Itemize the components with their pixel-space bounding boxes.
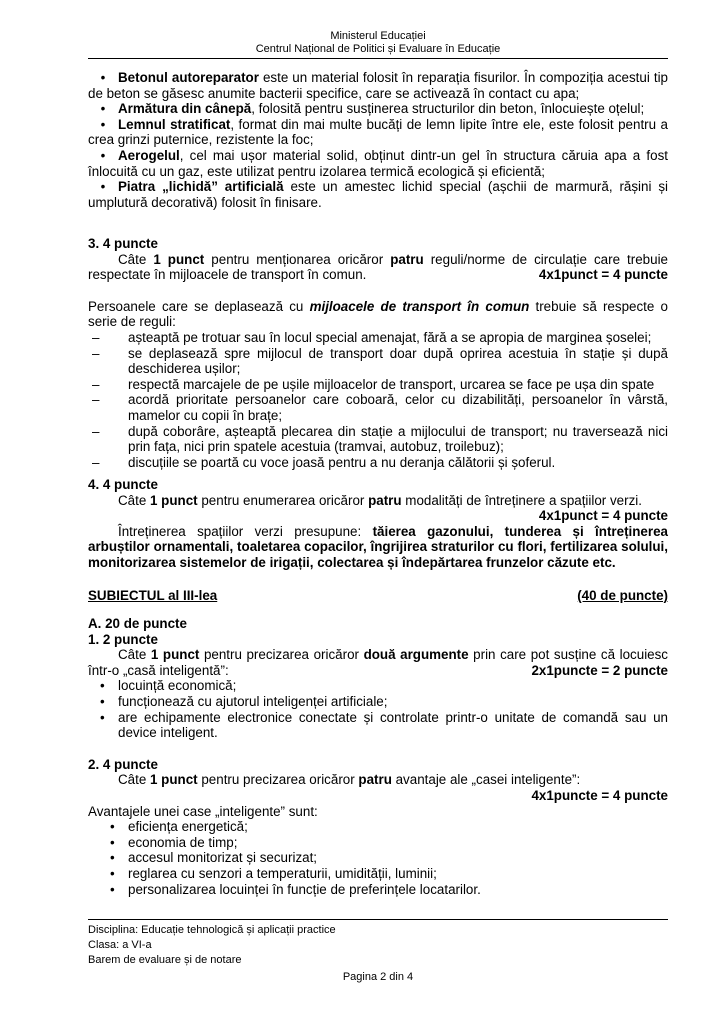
bullet-icon: • bbox=[110, 881, 115, 897]
rule-item bbox=[88, 346, 668, 377]
q4-intro-a: Câte bbox=[118, 492, 151, 508]
part-a bbox=[88, 616, 668, 897]
material-item bbox=[88, 179, 668, 210]
q3-intro-e: reguli/norme de circulație care trebuie respectate în mijloacele de transport în comun. bbox=[88, 251, 668, 283]
bullet-icon: • bbox=[100, 116, 106, 132]
argument-item bbox=[88, 710, 668, 741]
advantage-item bbox=[88, 819, 668, 835]
a-q1-a: Câte bbox=[118, 647, 151, 663]
advantage-item bbox=[88, 882, 668, 898]
page-footer bbox=[88, 923, 668, 968]
argument-item bbox=[88, 694, 668, 710]
q3-score: 4x1punct = 4 puncte bbox=[538, 267, 668, 282]
a-q2-e: avantaje ale „casei inteligente”: bbox=[391, 772, 581, 788]
question-3 bbox=[88, 236, 668, 470]
dash-icon: – bbox=[92, 392, 100, 408]
rule-item bbox=[88, 392, 668, 423]
footer-doc: Barem de evaluare și de notare bbox=[88, 954, 242, 966]
q4-intro-b: 1 punct bbox=[150, 492, 198, 508]
dash-icon: – bbox=[92, 345, 100, 361]
question-4 bbox=[88, 477, 668, 571]
q4-intro-c: pentru enumerarea oricăror bbox=[197, 492, 369, 508]
rule-text: discuțiile se poartă cu voce joasă pentru a nu deranja călătorii și șoferul. bbox=[128, 454, 556, 470]
bullet-icon: • bbox=[100, 693, 105, 709]
q4-score: 4x1punct = 4 puncte bbox=[538, 508, 668, 524]
advantage-text: economia de timp; bbox=[128, 834, 238, 850]
bullet-icon: • bbox=[100, 678, 105, 694]
rule-item bbox=[88, 377, 668, 393]
subject-3-heading bbox=[88, 588, 668, 604]
footer-discipline: Disciplina: Educație tehnologică și aplicații practice bbox=[88, 924, 336, 936]
q4-body-b: tăierea gazonului, tunderea și întreținerea arbuștilor ornamentali, toaletarea copacilor, îngrijirea straturilor cu flori, fertilizarea solului, monitorizarea sistemelor de irigații, colectarea și îndepărtarea frunzelor căzute etc. bbox=[88, 523, 668, 570]
rule-item bbox=[88, 455, 668, 471]
material-term: Lemnul stratificat bbox=[118, 116, 231, 132]
argument-item bbox=[88, 678, 668, 694]
material-term: Piatra „lichidă” artificială bbox=[118, 179, 284, 195]
q3-lead-b: mijloacele de transport în comun bbox=[309, 298, 530, 314]
rule-text: așteaptă pe trotuar sau în locul special amenajat, fără a se apropia de marginea șoselei; bbox=[128, 329, 652, 345]
material-item bbox=[88, 148, 668, 179]
subject-3-points: (40 de puncte) bbox=[577, 588, 668, 603]
part-a-title: A. 20 de puncte bbox=[88, 616, 187, 631]
rule-text: respectă marcajele de pe ușile mijloacelor de transport, urcarea se face pe ușa din spate bbox=[128, 376, 655, 392]
rule-item bbox=[88, 330, 668, 346]
q4-intro-e: modalități de întreținere a spațiilor verzi. bbox=[401, 492, 642, 508]
material-term: Betonul autoreparator bbox=[118, 70, 259, 85]
bullet-icon: • bbox=[100, 709, 105, 725]
argument-text: locuință economică; bbox=[118, 678, 237, 694]
rule-text: după coborâre, așteaptă plecarea din stație a mijlocului de transport; nu traversează nici prin fața, nici prin spatele acestuia (tramvai, autobuz, troilebuz); bbox=[128, 423, 668, 455]
q3-lead-c: trebuie să respecte o serie de reguli: bbox=[88, 298, 668, 330]
dash-icon: – bbox=[92, 454, 100, 470]
q3-intro-b: 1 punct bbox=[153, 251, 205, 267]
q4-instruction bbox=[88, 493, 668, 509]
material-item bbox=[88, 117, 668, 148]
subject-3-title: SUBIECTUL al III-lea bbox=[88, 588, 218, 603]
material-term: Armătura din cânepă bbox=[118, 101, 252, 117]
material-term: Aerogelul bbox=[118, 147, 180, 163]
rule-item bbox=[88, 424, 668, 455]
footer-divider bbox=[88, 919, 668, 920]
material-text: , format din mai multe bucăți de lemn lipite între ele, este folosit pentru a crea grinzi puternice, rezistente la foc; bbox=[88, 116, 668, 148]
advantage-text: reglarea cu senzori a temperaturii, umidității, luminii; bbox=[128, 865, 437, 881]
bullet-icon: • bbox=[110, 834, 115, 850]
dash-icon: – bbox=[92, 423, 100, 439]
material-text: este un amestec lichid special (așchii de marmură, rășini și umplutură decorativă) folosit în finisare. bbox=[88, 179, 668, 210]
a-q2-d: patru bbox=[358, 772, 392, 788]
q3-lead bbox=[88, 299, 668, 330]
a-q2-instruction bbox=[88, 772, 668, 788]
ministry-name: Ministerul Educației bbox=[330, 30, 426, 42]
q3-title: 3. 4 puncte bbox=[88, 236, 158, 251]
material-item bbox=[88, 70, 668, 101]
material-text: , folosită pentru susținerea structurilor din beton, înlocuiește oțelul; bbox=[251, 101, 645, 117]
material-item bbox=[88, 101, 668, 117]
rule-text: se deplasează spre mijlocul de transport doar după oprirea acestuia în stație și după deschiderea ușilor; bbox=[128, 345, 668, 377]
advantage-item bbox=[88, 850, 668, 866]
rule-text: acordă prioritate persoanelor care coboară, celor cu dizabilități, persoanelor în vârstă, mamelor cu copii în brațe; bbox=[128, 392, 668, 423]
a-q2-lead: Avantajele unei case „inteligente” sunt: bbox=[88, 803, 318, 819]
q3-lead-a: Persoanele care se deplasează cu bbox=[88, 298, 310, 314]
a-q1-e: prin care pot susține că locuiesc într-o „casă inteligentă”: bbox=[88, 647, 669, 678]
a-q1-c: pentru precizarea oricăror bbox=[199, 647, 364, 663]
page-header bbox=[88, 30, 668, 56]
bullet-icon: • bbox=[110, 865, 115, 881]
bullet-icon: • bbox=[100, 179, 106, 195]
q4-title: 4. 4 puncte bbox=[88, 477, 158, 492]
a-q1-title: 1. 2 puncte bbox=[88, 631, 158, 647]
q4-body-a: Întreținerea spațiilor verzi presupune: bbox=[118, 523, 373, 539]
a-q2-b: 1 punct bbox=[150, 772, 198, 788]
bullet-icon: • bbox=[100, 101, 106, 117]
a-q2-c: pentru precizarea oricăror bbox=[197, 772, 359, 788]
bullet-icon: • bbox=[110, 850, 115, 866]
q3-intro-d: patru bbox=[390, 251, 424, 267]
a-q1-b: 1 punct bbox=[150, 647, 200, 663]
a-q1-d: două argumente bbox=[363, 647, 469, 663]
bullet-icon: • bbox=[110, 819, 115, 835]
a-q2-a: Câte bbox=[118, 772, 151, 788]
material-text: , cel mai ușor material solid, obținut dintr-un gel în structura căruia apa a fost înlocuită cu un gaz, este utilizat pentru izolarea termică ecologică și eficientă; bbox=[88, 147, 668, 179]
a-q2-title: 2. 4 puncte bbox=[88, 756, 158, 772]
advantage-item bbox=[88, 835, 668, 851]
argument-text: are echipamente electronice conectate și controlate printr-o unitate de comandă sau un device inteligent. bbox=[118, 709, 668, 741]
q3-intro-c: pentru menționarea oricăror bbox=[204, 251, 391, 267]
dash-icon: – bbox=[92, 376, 100, 392]
materials-list bbox=[88, 70, 668, 210]
bullet-icon: • bbox=[100, 147, 106, 163]
footer-grade: Clasa: a VI-a bbox=[88, 939, 152, 951]
q4-body bbox=[88, 524, 668, 571]
q4-intro-d: patru bbox=[368, 492, 402, 508]
a-q2-score: 4x1puncte = 4 puncte bbox=[531, 787, 668, 803]
advantage-text: accesul monitorizat și securizat; bbox=[128, 850, 318, 866]
dash-icon: – bbox=[92, 329, 100, 345]
q3-intro-a: Câte bbox=[118, 251, 154, 267]
advantage-item bbox=[88, 866, 668, 882]
argument-text: funcționează cu ajutorul inteligenței artificiale; bbox=[118, 693, 388, 709]
center-name: Centrul Național de Politici și Evaluare în Educație bbox=[255, 43, 501, 55]
a-q1-score: 2x1puncte = 2 puncte bbox=[531, 663, 668, 678]
material-text: este un material folosit în reparația fisurilor. În compoziția acestui tip de beton se găsesc anumite bacterii specifice, care se activează în contact cu apa; bbox=[88, 70, 668, 101]
header-divider bbox=[88, 58, 668, 59]
page-number: Pagina 2 din 4 bbox=[342, 971, 414, 983]
advantage-text: personalizarea locuinței în funcție de preferințele locatarilor. bbox=[128, 881, 481, 897]
advantage-text: eficiența energetică; bbox=[128, 819, 248, 835]
bullet-icon: • bbox=[100, 70, 106, 85]
